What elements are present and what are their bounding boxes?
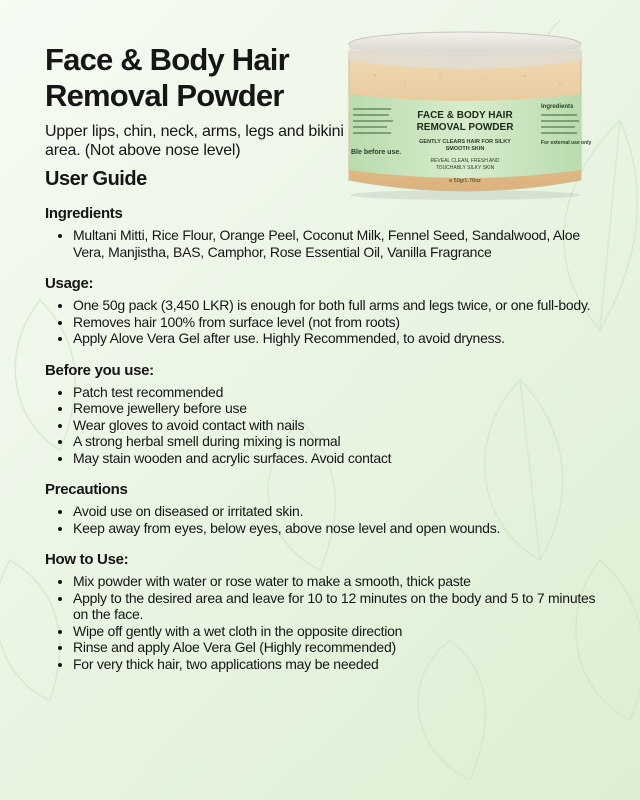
list-item: • Removes hair 100% from surface level (not from roots) [73, 314, 605, 331]
page-subtitle: Upper lips, chin, neck, arms, legs and bikini area. (Not above nose level) [45, 123, 344, 159]
list-item: • Apply Alove Vera Gel after use. Highly Recommended, to avoid dryness. [73, 330, 605, 347]
section-title: Before you use: [45, 361, 154, 379]
jar-label-tagline: GENTLY CLEARS HAIR FOR SILKY [419, 139, 511, 145]
list-item: • Wipe off gently with a wet cloth in the opposite direction [73, 623, 605, 640]
bullet-list [45, 573, 605, 672]
list-item: • A strong herbal smell during mixing is normal [73, 433, 605, 450]
guide-sections [45, 205, 605, 687]
jar-label-title-2: REMOVAL POWDER [416, 122, 514, 133]
bullet-list [45, 297, 605, 347]
bullet-list [45, 503, 605, 536]
section-title: Usage: [45, 275, 94, 292]
page-title: Face & Body Hair Removal Powder [45, 42, 289, 113]
list-item: • Wear gloves to avoid contact with nails [73, 417, 605, 434]
list-item: • Keep away from eyes, below eyes, above nose level and open wounds. [73, 520, 605, 537]
product-jar-image [345, 30, 592, 200]
bullet-list [45, 384, 605, 467]
list-item: • May stain wooden and acrylic surfaces. Avoid contact [73, 450, 605, 467]
list-item: • Multani Mitti, Rice Flour, Orange Peel, Coconut Milk, Fennel Seed, Sandalwood, Aloe Vera, Manjistha, BAS, Camphor, Rose Essential Oil, Vanilla Fragrance [73, 227, 605, 260]
jar-side-left-text: Ble before use. [351, 149, 402, 156]
list-item: • Rinse and apply Aloe Vera Gel (Highly recommended) [73, 639, 605, 656]
list-item: • Mix powder with water or rose water to make a smooth, thick paste [73, 573, 605, 590]
section-ingredients [45, 205, 605, 260]
jar-label-weight: e 50g/1.76oz [449, 178, 481, 184]
list-item: • Avoid use on diseased or irritated skin. [73, 503, 605, 520]
section-precautions [45, 481, 605, 536]
jar-label-title-1: FACE & BODY HAIR [417, 110, 513, 121]
section-title: How to Use: [45, 551, 129, 568]
section-title: Precautions [45, 481, 128, 498]
list-item: • Apply to the desired area and leave for 10 to 12 minutes on the body and 5 to 7 minutes on the face. [73, 590, 605, 623]
list-item: • One 50g pack (3,450 LKR) is enough for both full arms and legs twice, or one full-body. [73, 297, 605, 314]
jar-label-tagline-2: SMOOTH SKIN [445, 146, 485, 152]
list-item: • For very thick hair, two applications may be needed [73, 656, 605, 673]
jar-side-right-text: Ingredients [541, 104, 574, 110]
user-guide-heading: User Guide [45, 168, 147, 190]
list-item: • Remove jewellery before use [73, 400, 605, 417]
section-how-to-use [45, 551, 605, 672]
bullet-list [45, 227, 605, 260]
section-usage [45, 275, 605, 347]
jar-label-benefit-2: TOUCHABLY SILKY SKIN [435, 165, 495, 171]
list-item: • Patch test recommended [73, 384, 605, 401]
jar-label-benefit: REVEAL CLEAN, FRESH AND [430, 158, 500, 164]
section-title: Ingredients [45, 205, 123, 222]
jar-side-right-extra: For external use only [541, 140, 592, 146]
section-before-you-use [45, 362, 605, 467]
